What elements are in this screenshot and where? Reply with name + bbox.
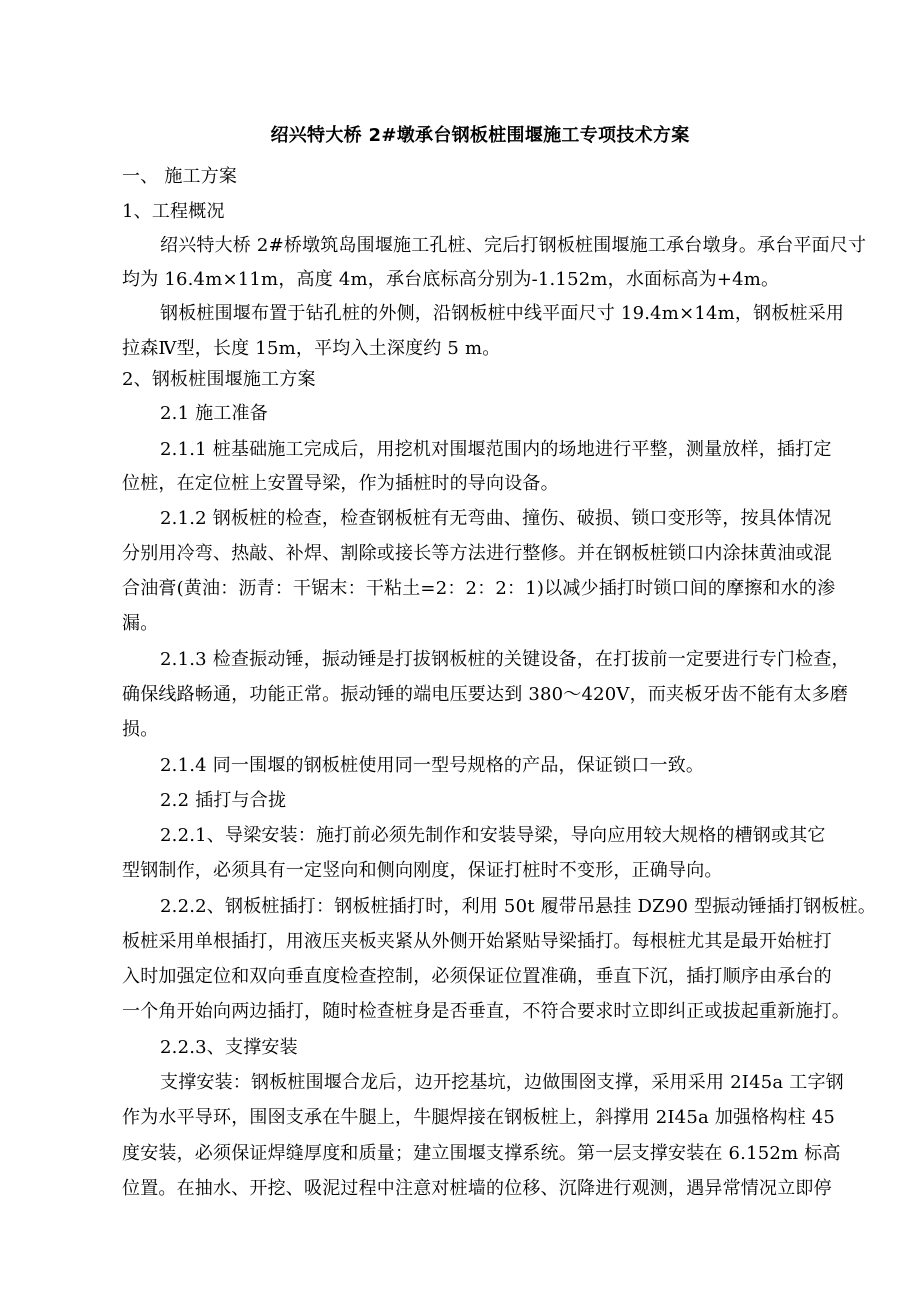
paragraph-line: 位置。在抽水、开挖、吸泥过程中注意对桩墙的位移、沉降进行观测，遇异常情况立即停 (122, 1178, 832, 1199)
subsection-heading: 2、钢板桩围堰施工方案 (122, 369, 316, 390)
paragraph-line: 损。 (122, 719, 159, 740)
paragraph-line: 位桩，在定位桩上安置导梁，作为插桩时的导向设备。 (122, 473, 559, 494)
paragraph-line: 作为水平导环，围囹支承在牛腿上，牛腿焊接在钢板桩上，斜撑用 2I45a 加强格构柱 45 (122, 1107, 836, 1128)
subsection-heading: 2.1 施工准备 (160, 403, 268, 424)
paragraph-line: 确保线路畅通，功能正常。振动锤的端电压要达到 380～420V，而夹板牙齿不能有太多磨 (122, 684, 849, 705)
paragraph-line: 2.2.1、导梁安装：施打前必须先制作和安装导梁，导向应用较大规格的槽钢或其它 (160, 825, 826, 846)
paragraph-line: 合油膏(黄油：沥青：干锯末：干粘土=2：2：2：1)以减少插打时锁口间的摩擦和水的渗 (122, 578, 836, 599)
section-heading: 一、 施工方案 (122, 166, 238, 187)
paragraph-line: 2.1.3 检查振动锤，振动锤是打拔钢板桩的关键设备，在打拔前一定要进行专门检查， (160, 649, 850, 670)
paragraph-line: 2.1.1 桩基础施工完成后，用挖机对围堰范围内的场地进行平整，测量放样，插打定 (160, 439, 832, 460)
paragraph-line: 度安装，必须保证焊缝厚度和质量；建立围堰支撑系统。第一层支撑安装在 6.152m 标高 (122, 1143, 841, 1164)
paragraph-line: 板桩采用单根插打，用液压夹板夹紧从外侧开始紧贴导梁插打。每根桩尤其是最开始桩打 (122, 931, 832, 952)
paragraph-line: 2.1.4 同一围堰的钢板桩使用同一型号规格的产品，保证锁口一致。 (160, 755, 705, 776)
paragraph-line: 支撑安装：钢板桩围堰合龙后，边开挖基坑，边做围囹支撑，采用采用 2I45a 工字钢 (160, 1072, 844, 1093)
paragraph-line: 均为 16.4m×11m，高度 4m，承台底标高分别为-1.152m，水面标高为+4m。 (122, 269, 780, 290)
paragraph-line: 分别用冷弯、热敲、补焊、割除或接长等方法进行整修。并在钢板桩锁口内涂抹黄油或混 (122, 543, 832, 564)
paragraph-line: 绍兴特大桥 2#桥墩筑岛围堰施工孔桩、完后打钢板桩围堰施工承台墩身。承台平面尺寸 (160, 235, 867, 256)
subsection-heading: 1、工程概况 (122, 201, 225, 222)
subsection-heading: 2.2 插打与合拢 (160, 790, 287, 811)
paragraph-line: 型钢制作，必须具有一定竖向和侧向刚度，保证打桩时不变形，正确导向。 (122, 860, 723, 881)
paragraph-line: 2.1.2 钢板桩的检查，检查钢板桩有无弯曲、撞伤、破损、锁口变形等，按具体情况 (160, 508, 832, 529)
paragraph-line: 2.2.2、钢板桩插打：钢板桩插打时，利用 50t 履带吊悬挂 DZ90 型振动锤插打钢板桩。 (160, 896, 877, 917)
paragraph-line: 钢板桩围堰布置于钻孔桩的外侧，沿钢板桩中线平面尺寸 19.4m×14m，钢板桩采用 (160, 303, 845, 324)
paragraph-line: 一个角开始向两边插打，随时检查桩身是否垂直，不符合要求时立即纠正或拔起重新施打。 (122, 1001, 850, 1022)
paragraph-line: 拉森Ⅳ型，长度 15m，平均入土深度约 5 m。 (122, 338, 501, 359)
subsection-heading: 2.2.3、支撑安装 (160, 1037, 298, 1058)
paragraph-line: 漏。 (122, 613, 159, 634)
document-title: 绍兴特大桥 2#墩承台钢板桩围堰施工专项技术方案 (270, 125, 690, 146)
paragraph-line: 入时加强定位和双向垂直度检查控制，必须保证位置准确，垂直下沉，插打顺序由承台的 (122, 966, 832, 987)
